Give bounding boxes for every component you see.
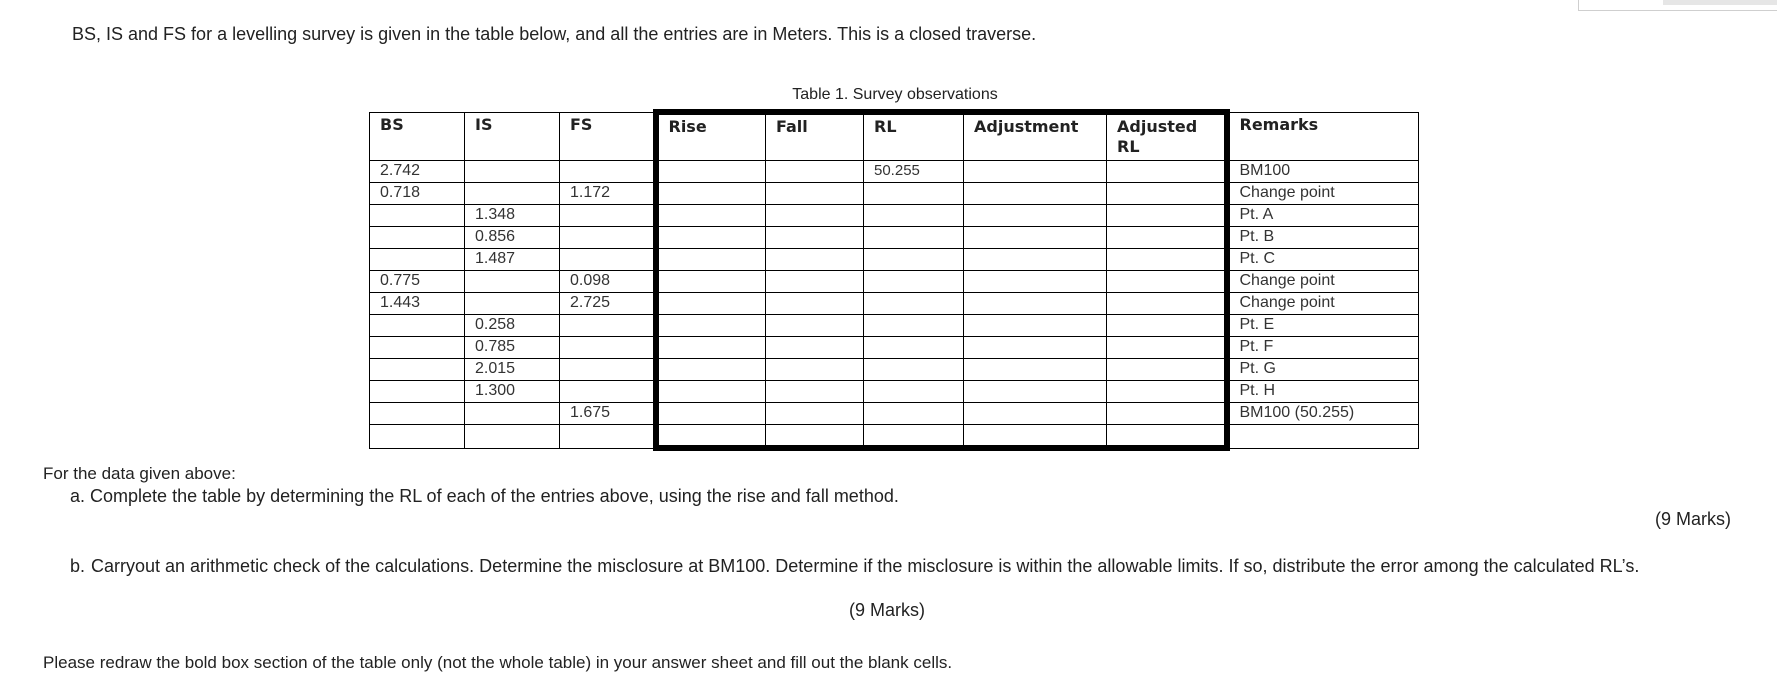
cell-adjusted-rl [1107, 292, 1227, 314]
cell-rl [864, 336, 964, 358]
cell-rise [656, 336, 766, 358]
cell-fall [766, 380, 864, 402]
cell-adjustment [964, 424, 1107, 448]
table-caption: Table 1. Survey observations [792, 86, 998, 103]
survey-table [369, 109, 1419, 451]
table-row [370, 204, 1419, 226]
cell-fs [560, 314, 656, 336]
cell-is [465, 402, 560, 424]
cell-fall [766, 424, 864, 448]
cell-bs [370, 314, 465, 336]
table-row [370, 160, 1419, 182]
cell-rl [864, 380, 964, 402]
cell-fall [766, 160, 864, 182]
cell-fs: 2.725 [560, 292, 656, 314]
cell-adjustment [964, 314, 1107, 336]
cell-fs [560, 160, 656, 182]
cell-rl [864, 292, 964, 314]
cell-remarks: Pt. A [1227, 204, 1419, 226]
cell-adjusted-rl [1107, 314, 1227, 336]
cell-bs [370, 358, 465, 380]
header-adjustment: Adjustment [964, 112, 1107, 160]
cell-adjusted-rl [1107, 402, 1227, 424]
table-row [370, 292, 1419, 314]
cell-fs: 1.172 [560, 182, 656, 204]
cell-is: 0.856 [465, 226, 560, 248]
cell-rise [656, 402, 766, 424]
cell-fall [766, 204, 864, 226]
header-is: IS [465, 112, 560, 160]
header-rl: RL [864, 112, 964, 160]
question-a-text: Complete the table by determining the RL of each of the entries above, using the rise and fall method. [90, 486, 899, 506]
cell-remarks: Change point [1227, 270, 1419, 292]
cell-bs: 0.718 [370, 182, 465, 204]
cell-adjusted-rl [1107, 424, 1227, 448]
cell-bs [370, 248, 465, 270]
cell-is: 2.015 [465, 358, 560, 380]
cell-rl [864, 314, 964, 336]
cell-is: 1.487 [465, 248, 560, 270]
cell-rise [656, 380, 766, 402]
cell-rise [656, 182, 766, 204]
cell-fall [766, 314, 864, 336]
table-row [370, 182, 1419, 204]
cell-adjusted-rl [1107, 336, 1227, 358]
cell-is [465, 182, 560, 204]
cell-adjustment [964, 160, 1107, 182]
cell-is: 0.785 [465, 336, 560, 358]
cell-is [465, 292, 560, 314]
cell-remarks: BM100 [1227, 160, 1419, 182]
cell-fs [560, 226, 656, 248]
header-remarks: Remarks [1227, 112, 1419, 160]
cell-fs [560, 358, 656, 380]
cell-remarks: Pt. E [1227, 314, 1419, 336]
cell-remarks: Pt. H [1227, 380, 1419, 402]
cell-fs [560, 424, 656, 448]
header-fall: Fall [766, 112, 864, 160]
question-a-marks: (9 Marks) [1655, 509, 1731, 529]
question-b [70, 555, 1720, 578]
table-row [370, 314, 1419, 336]
cell-adjustment [964, 226, 1107, 248]
cell-fall [766, 182, 864, 204]
cell-rl [864, 204, 964, 226]
questions-lead: For the data given above: [43, 464, 236, 483]
cell-rise [656, 424, 766, 448]
cell-bs [370, 204, 465, 226]
cell-bs: 1.443 [370, 292, 465, 314]
cell-remarks: Change point [1227, 182, 1419, 204]
cell-bs [370, 402, 465, 424]
cell-adjusted-rl [1107, 270, 1227, 292]
table-row [370, 248, 1419, 270]
cell-rise [656, 204, 766, 226]
cell-bs [370, 380, 465, 402]
cell-fs [560, 380, 656, 402]
cell-adjustment [964, 336, 1107, 358]
cell-rl [864, 270, 964, 292]
table-body [370, 160, 1419, 448]
header-adjusted-rl: Adjusted RL [1107, 112, 1227, 160]
table-row [370, 336, 1419, 358]
cell-rl [864, 182, 964, 204]
cell-remarks: Pt. F [1227, 336, 1419, 358]
cell-fall [766, 270, 864, 292]
cell-adjustment [964, 182, 1107, 204]
question-a [70, 486, 899, 507]
cell-is: 1.300 [465, 380, 560, 402]
cell-is: 1.348 [465, 204, 560, 226]
cell-bs [370, 336, 465, 358]
question-b-marks: (9 Marks) [849, 600, 925, 620]
cell-adjusted-rl [1107, 182, 1227, 204]
table-row [370, 424, 1419, 448]
cell-adjusted-rl [1107, 204, 1227, 226]
cell-fs [560, 204, 656, 226]
window-corner-frame [1578, 0, 1777, 11]
cell-adjustment [964, 380, 1107, 402]
cell-fall [766, 358, 864, 380]
cell-remarks: BM100 (50.255) [1227, 402, 1419, 424]
cell-fall [766, 292, 864, 314]
cell-adjustment [964, 402, 1107, 424]
redraw-note: Please redraw the bold box section of the table only (not the whole table) in your answer sheet and fill out the blank cells. [43, 653, 953, 672]
cell-remarks: Pt. B [1227, 226, 1419, 248]
cell-bs [370, 226, 465, 248]
cell-rise [656, 270, 766, 292]
cell-is [465, 424, 560, 448]
cell-remarks: Change point [1227, 292, 1419, 314]
table-row [370, 226, 1419, 248]
cell-is: 0.258 [465, 314, 560, 336]
cell-bs: 2.742 [370, 160, 465, 182]
cell-adjustment [964, 248, 1107, 270]
cell-rl: 50.255 [864, 160, 964, 182]
question-b-letter: b. [70, 556, 86, 576]
header-bs: BS [370, 112, 465, 160]
cell-rl [864, 358, 964, 380]
table-row [370, 358, 1419, 380]
cell-adjusted-rl [1107, 248, 1227, 270]
intro-text: BS, IS and FS for a levelling survey is given in the table below, and all the entries are in Meters. This is a closed traverse. [72, 24, 1037, 44]
cell-is [465, 270, 560, 292]
cell-adjusted-rl [1107, 160, 1227, 182]
cell-fall [766, 402, 864, 424]
cell-adjusted-rl [1107, 358, 1227, 380]
cell-rl [864, 402, 964, 424]
cell-fs [560, 248, 656, 270]
cell-rise [656, 358, 766, 380]
cell-fs: 1.675 [560, 402, 656, 424]
cell-rise [656, 314, 766, 336]
cell-rise [656, 248, 766, 270]
cell-rise [656, 226, 766, 248]
cell-is [465, 160, 560, 182]
window-corner-bar [1663, 0, 1777, 5]
cell-fall [766, 336, 864, 358]
cell-rl [864, 424, 964, 448]
cell-remarks [1227, 424, 1419, 448]
table-row [370, 380, 1419, 402]
cell-adjustment [964, 270, 1107, 292]
header-fs: FS [560, 112, 656, 160]
header-rise: Rise [656, 112, 766, 160]
cell-bs: 0.775 [370, 270, 465, 292]
table-header-row [370, 112, 1419, 160]
cell-adjustment [964, 292, 1107, 314]
cell-bs [370, 424, 465, 448]
cell-adjusted-rl [1107, 380, 1227, 402]
question-a-letter: a. [70, 486, 86, 506]
cell-fs [560, 336, 656, 358]
cell-fs: 0.098 [560, 270, 656, 292]
table-row [370, 270, 1419, 292]
cell-adjustment [964, 358, 1107, 380]
cell-rl [864, 248, 964, 270]
table-row [370, 402, 1419, 424]
cell-fall [766, 226, 864, 248]
cell-rise [656, 292, 766, 314]
cell-rl [864, 226, 964, 248]
cell-adjusted-rl [1107, 226, 1227, 248]
cell-adjustment [964, 204, 1107, 226]
cell-fall [766, 248, 864, 270]
cell-rise [656, 160, 766, 182]
cell-remarks: Pt. C [1227, 248, 1419, 270]
question-b-text: Carryout an arithmetic check of the calculations. Determine the misclosure at BM100. Determine if the misclosure is within the allowable limits. If so, distribute the error among the calculated RL’s. [91, 556, 1640, 576]
cell-remarks: Pt. G [1227, 358, 1419, 380]
